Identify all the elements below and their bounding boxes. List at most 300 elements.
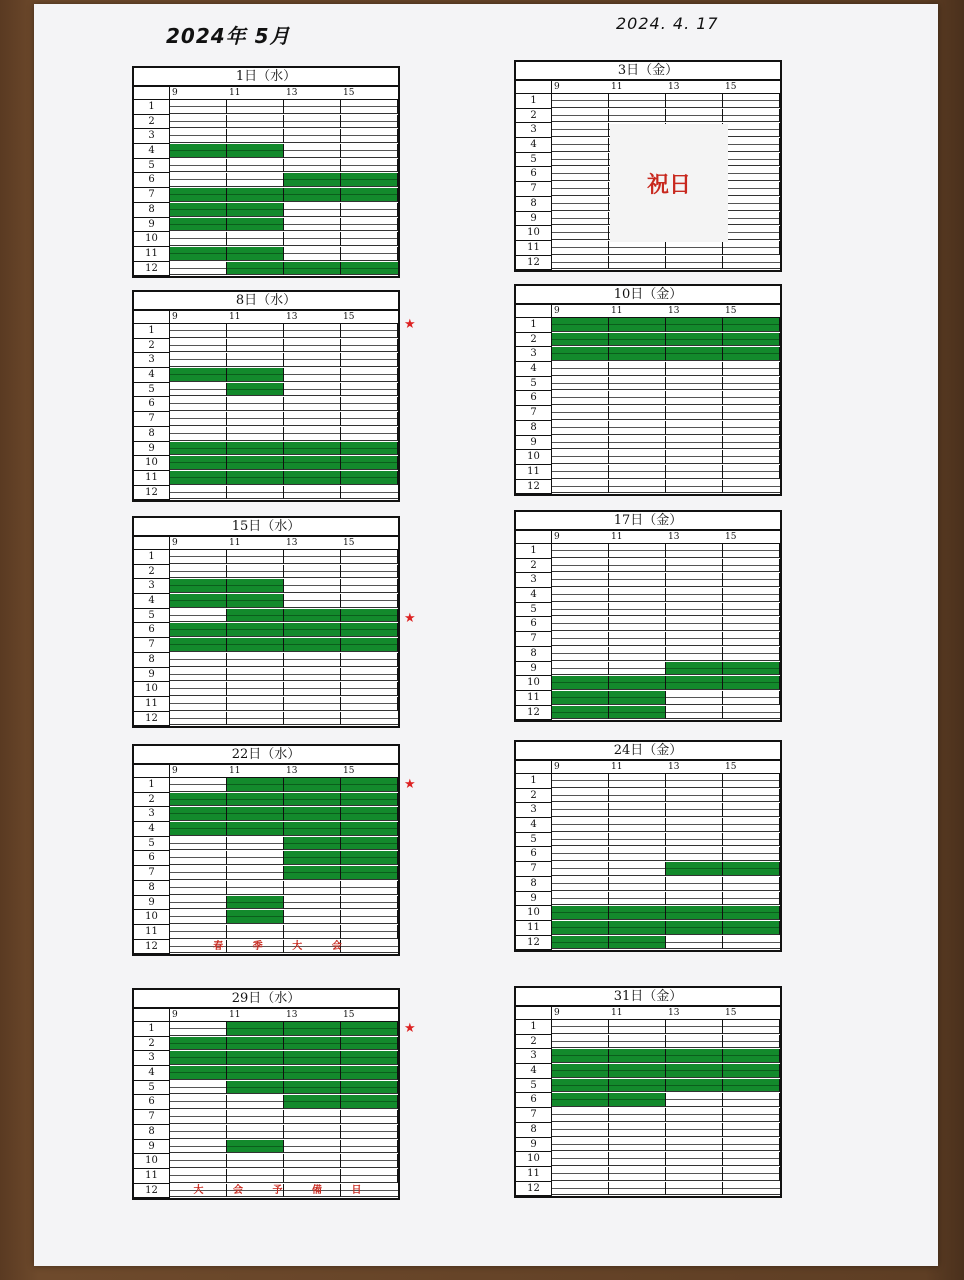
empty-slot — [341, 653, 398, 667]
empty-slot — [341, 668, 398, 682]
empty-slot — [552, 391, 609, 405]
row-label: 4 — [516, 588, 552, 603]
empty-slot — [723, 138, 780, 152]
corner-cell — [516, 81, 552, 94]
empty-slot — [723, 1138, 780, 1152]
empty-slot — [227, 173, 284, 187]
empty-slot — [341, 159, 398, 173]
time-label: 15 — [723, 1007, 780, 1020]
time-label: 9 — [170, 87, 227, 100]
row-label: 7 — [134, 866, 170, 881]
booked-slot — [170, 822, 227, 836]
empty-slot — [227, 339, 284, 353]
empty-slot — [609, 377, 666, 391]
empty-slot — [666, 936, 723, 950]
row-label: 8 — [516, 421, 552, 436]
empty-slot — [284, 247, 341, 261]
row-label: 5 — [134, 383, 170, 398]
time-label: 13 — [284, 1009, 341, 1022]
booked-slot — [609, 318, 666, 332]
empty-slot — [284, 1169, 341, 1183]
booked-slot — [723, 1079, 780, 1093]
row-label: 11 — [134, 247, 170, 262]
row-label: 5 — [516, 1079, 552, 1094]
empty-slot — [666, 241, 723, 255]
booked-slot — [227, 368, 284, 382]
empty-slot — [666, 362, 723, 376]
empty-slot — [170, 427, 227, 441]
booked-slot — [341, 609, 398, 623]
empty-slot — [552, 1020, 609, 1034]
row-label: 2 — [134, 115, 170, 130]
empty-slot — [227, 668, 284, 682]
row-label: 12 — [134, 1184, 170, 1199]
empty-slot — [284, 144, 341, 158]
empty-slot — [227, 881, 284, 895]
row-label: 2 — [134, 793, 170, 808]
booked-slot — [341, 173, 398, 187]
empty-slot — [666, 480, 723, 494]
booked-slot — [227, 623, 284, 637]
day-schedule-table — [132, 290, 400, 502]
day-schedule-table — [514, 740, 782, 952]
empty-slot — [284, 682, 341, 696]
corner-cell — [516, 1007, 552, 1020]
empty-slot — [341, 565, 398, 579]
empty-slot — [552, 1152, 609, 1166]
empty-slot — [170, 1169, 227, 1183]
empty-slot — [666, 94, 723, 108]
empty-slot — [552, 877, 609, 891]
empty-slot — [341, 896, 398, 910]
row-label: 8 — [134, 653, 170, 668]
empty-slot — [284, 203, 341, 217]
empty-slot — [723, 450, 780, 464]
empty-slot — [227, 837, 284, 851]
empty-slot — [723, 197, 780, 211]
row-label: 6 — [516, 847, 552, 862]
empty-slot — [552, 123, 609, 137]
empty-slot — [552, 847, 609, 861]
booked-slot — [284, 1095, 341, 1109]
empty-slot — [552, 603, 609, 617]
booked-slot — [666, 318, 723, 332]
row-label: 9 — [516, 436, 552, 451]
empty-slot — [170, 682, 227, 696]
empty-slot — [227, 866, 284, 880]
row-label: 10 — [516, 676, 552, 691]
empty-slot — [552, 559, 609, 573]
empty-slot — [227, 653, 284, 667]
booked-slot — [227, 1051, 284, 1065]
empty-slot — [284, 159, 341, 173]
time-label: 9 — [170, 1009, 227, 1022]
empty-slot — [227, 682, 284, 696]
empty-slot — [341, 1154, 398, 1168]
time-label: 13 — [284, 765, 341, 778]
row-label: 4 — [516, 818, 552, 833]
empty-slot — [170, 712, 227, 726]
time-label: 13 — [666, 81, 723, 94]
booked-slot — [341, 638, 398, 652]
empty-slot — [609, 480, 666, 494]
empty-slot — [284, 100, 341, 114]
empty-slot — [284, 712, 341, 726]
empty-slot — [723, 774, 780, 788]
booked-slot — [227, 638, 284, 652]
booked-slot — [170, 638, 227, 652]
booked-slot — [170, 218, 227, 232]
time-label: 9 — [552, 761, 609, 774]
row-label: 9 — [134, 668, 170, 683]
empty-slot — [552, 647, 609, 661]
empty-slot — [666, 406, 723, 420]
day-title: 29日（水） — [134, 990, 398, 1009]
empty-slot — [170, 262, 227, 276]
booked-slot — [723, 1064, 780, 1078]
empty-slot — [666, 465, 723, 479]
empty-slot — [723, 617, 780, 631]
row-label: 12 — [516, 1182, 552, 1197]
row-label: 5 — [516, 833, 552, 848]
empty-slot — [723, 94, 780, 108]
empty-slot — [666, 877, 723, 891]
empty-slot — [284, 129, 341, 143]
empty-slot — [341, 247, 398, 261]
empty-slot — [284, 579, 341, 593]
empty-slot — [227, 1169, 284, 1183]
booked-slot — [227, 218, 284, 232]
empty-slot — [341, 203, 398, 217]
booked-slot — [284, 822, 341, 836]
row-label: 11 — [516, 465, 552, 480]
empty-slot — [666, 573, 723, 587]
empty-slot — [552, 212, 609, 226]
booked-slot — [341, 807, 398, 821]
time-label: 11 — [609, 305, 666, 318]
booked-slot — [341, 1037, 398, 1051]
booked-slot — [170, 188, 227, 202]
empty-slot — [666, 391, 723, 405]
booked-slot — [227, 471, 284, 485]
empty-slot — [609, 632, 666, 646]
empty-slot — [170, 1022, 227, 1036]
booked-slot — [284, 638, 341, 652]
day-schedule-table — [514, 986, 782, 1198]
booked-slot — [284, 851, 341, 865]
empty-slot — [552, 818, 609, 832]
empty-slot — [284, 910, 341, 924]
holiday-label: 祝日 — [610, 124, 728, 242]
booked-slot — [341, 456, 398, 470]
empty-slot — [723, 1108, 780, 1122]
row-label: 2 — [516, 1035, 552, 1050]
empty-slot — [284, 668, 341, 682]
empty-slot — [666, 803, 723, 817]
row-label: 1 — [134, 100, 170, 115]
empty-slot — [341, 1140, 398, 1154]
row-label: 3 — [516, 347, 552, 362]
row-label: 5 — [516, 377, 552, 392]
time-label: 15 — [341, 1009, 398, 1022]
empty-slot — [552, 1035, 609, 1049]
empty-slot — [609, 1108, 666, 1122]
booked-slot — [227, 793, 284, 807]
empty-slot — [723, 1093, 780, 1107]
row-label: 8 — [134, 203, 170, 218]
empty-slot — [552, 632, 609, 646]
empty-slot — [723, 241, 780, 255]
row-label: 1 — [516, 1020, 552, 1035]
empty-slot — [170, 100, 227, 114]
booked-slot — [284, 262, 341, 276]
row-label: 10 — [516, 906, 552, 921]
booked-slot — [552, 1093, 609, 1107]
time-label: 15 — [723, 305, 780, 318]
row-label: 8 — [516, 197, 552, 212]
empty-slot — [341, 579, 398, 593]
row-label: 11 — [134, 471, 170, 486]
empty-slot — [609, 647, 666, 661]
booked-slot — [666, 921, 723, 935]
booked-slot — [552, 1064, 609, 1078]
empty-slot — [723, 109, 780, 123]
empty-slot — [609, 789, 666, 803]
row-label: 10 — [134, 910, 170, 925]
row-label: 9 — [134, 1140, 170, 1155]
empty-slot — [284, 697, 341, 711]
row-label: 5 — [516, 153, 552, 168]
empty-slot — [723, 647, 780, 661]
booked-slot — [227, 579, 284, 593]
empty-slot — [552, 573, 609, 587]
day-title: 31日（金） — [516, 988, 780, 1007]
time-label: 11 — [609, 1007, 666, 1020]
empty-slot — [284, 1125, 341, 1139]
booked-slot — [170, 1051, 227, 1065]
empty-slot — [552, 862, 609, 876]
booked-slot — [284, 456, 341, 470]
booked-slot — [170, 247, 227, 261]
row-label: 1 — [134, 778, 170, 793]
empty-slot — [170, 129, 227, 143]
empty-slot — [666, 1020, 723, 1034]
empty-slot — [284, 383, 341, 397]
empty-slot — [609, 818, 666, 832]
empty-slot — [552, 1108, 609, 1122]
row-label: 10 — [516, 450, 552, 465]
empty-slot — [609, 1138, 666, 1152]
empty-slot — [666, 774, 723, 788]
booked-slot — [609, 1049, 666, 1063]
empty-slot — [723, 936, 780, 950]
empty-slot — [666, 1093, 723, 1107]
empty-slot — [723, 588, 780, 602]
empty-slot — [170, 1125, 227, 1139]
empty-slot — [666, 1182, 723, 1196]
corner-cell — [134, 1009, 170, 1022]
empty-slot — [609, 450, 666, 464]
star-mark: ★ — [404, 777, 416, 792]
time-label: 15 — [723, 531, 780, 544]
empty-slot — [723, 818, 780, 832]
row-label: 6 — [516, 167, 552, 182]
empty-slot — [723, 877, 780, 891]
empty-slot — [170, 232, 227, 246]
star-mark: ★ — [404, 611, 416, 626]
booked-slot — [552, 1079, 609, 1093]
booked-slot — [227, 262, 284, 276]
empty-slot — [723, 691, 780, 705]
row-label: 6 — [516, 1093, 552, 1108]
booked-slot — [341, 793, 398, 807]
empty-slot — [723, 226, 780, 240]
empty-slot — [609, 465, 666, 479]
time-label: 9 — [170, 537, 227, 550]
row-label: 12 — [516, 256, 552, 271]
day-schedule-table — [132, 744, 400, 956]
day-title: 10日（金） — [516, 286, 780, 305]
empty-slot — [609, 847, 666, 861]
empty-slot — [723, 1182, 780, 1196]
empty-slot — [723, 573, 780, 587]
empty-slot — [609, 1123, 666, 1137]
booked-slot — [227, 896, 284, 910]
empty-slot — [666, 109, 723, 123]
empty-slot — [341, 383, 398, 397]
row-label: 11 — [516, 1167, 552, 1182]
row-label: 9 — [516, 662, 552, 677]
empty-slot — [170, 550, 227, 564]
empty-slot — [227, 397, 284, 411]
empty-slot — [723, 603, 780, 617]
empty-slot — [552, 138, 609, 152]
empty-slot — [666, 1152, 723, 1166]
empty-slot — [284, 1154, 341, 1168]
empty-slot — [284, 368, 341, 382]
corner-cell — [516, 761, 552, 774]
empty-slot — [170, 115, 227, 129]
empty-slot — [609, 362, 666, 376]
booked-slot — [227, 203, 284, 217]
empty-slot — [552, 182, 609, 196]
empty-slot — [552, 480, 609, 494]
empty-slot — [341, 129, 398, 143]
row-label: 4 — [516, 362, 552, 377]
booked-slot — [341, 866, 398, 880]
booked-slot — [170, 594, 227, 608]
empty-slot — [170, 866, 227, 880]
day-schedule-table — [132, 988, 400, 1200]
issue-date: 2024. 4. 17 — [616, 14, 719, 33]
row-label: 12 — [134, 486, 170, 501]
row-label: 11 — [134, 1169, 170, 1184]
time-label: 9 — [552, 531, 609, 544]
row-label: 9 — [134, 218, 170, 233]
empty-slot — [341, 550, 398, 564]
empty-slot — [723, 167, 780, 181]
empty-slot — [170, 1140, 227, 1154]
empty-slot — [227, 550, 284, 564]
empty-slot — [284, 218, 341, 232]
day-title: 17日（金） — [516, 512, 780, 531]
empty-slot — [284, 565, 341, 579]
empty-slot — [723, 1123, 780, 1137]
empty-slot — [227, 353, 284, 367]
row-label: 3 — [134, 1051, 170, 1066]
empty-slot — [170, 159, 227, 173]
booked-slot — [227, 807, 284, 821]
empty-slot — [723, 182, 780, 196]
empty-slot — [552, 774, 609, 788]
booked-slot — [666, 1064, 723, 1078]
sheet-title: 2024年 5月 — [166, 24, 291, 48]
time-label: 9 — [170, 765, 227, 778]
empty-slot — [227, 712, 284, 726]
booked-slot — [227, 609, 284, 623]
booked-slot — [341, 188, 398, 202]
row-label: 12 — [134, 262, 170, 277]
booked-slot — [666, 1049, 723, 1063]
empty-slot — [666, 559, 723, 573]
booked-slot — [609, 906, 666, 920]
empty-slot — [170, 1110, 227, 1124]
empty-slot — [170, 925, 227, 939]
empty-slot — [609, 1167, 666, 1181]
empty-slot — [341, 881, 398, 895]
row-label: 5 — [134, 1081, 170, 1096]
empty-slot — [227, 324, 284, 338]
row-label: 11 — [134, 697, 170, 712]
empty-slot — [723, 789, 780, 803]
time-label: 15 — [723, 81, 780, 94]
booked-slot — [284, 1081, 341, 1095]
row-label: 12 — [134, 940, 170, 955]
row-label: 1 — [516, 318, 552, 333]
row-label: 3 — [134, 579, 170, 594]
empty-slot — [227, 100, 284, 114]
empty-slot — [284, 594, 341, 608]
row-label: 5 — [134, 609, 170, 624]
empty-slot — [723, 256, 780, 270]
empty-slot — [723, 406, 780, 420]
empty-slot — [552, 377, 609, 391]
empty-slot — [723, 833, 780, 847]
row-label: 7 — [516, 182, 552, 197]
empty-slot — [341, 594, 398, 608]
time-label: 13 — [284, 87, 341, 100]
empty-slot — [227, 1110, 284, 1124]
booked-slot — [341, 623, 398, 637]
booked-slot — [170, 368, 227, 382]
empty-slot — [666, 256, 723, 270]
empty-slot — [723, 544, 780, 558]
empty-slot — [666, 691, 723, 705]
empty-slot — [609, 662, 666, 676]
empty-slot — [552, 421, 609, 435]
empty-slot — [609, 892, 666, 906]
row-label: 4 — [516, 138, 552, 153]
booked-slot — [341, 262, 398, 276]
time-label: 13 — [666, 531, 723, 544]
row-label: 5 — [134, 159, 170, 174]
empty-slot — [170, 339, 227, 353]
row-label: 10 — [134, 1154, 170, 1169]
row-label: 3 — [516, 803, 552, 818]
empty-slot — [609, 436, 666, 450]
booked-slot — [723, 921, 780, 935]
booked-slot — [284, 778, 341, 792]
